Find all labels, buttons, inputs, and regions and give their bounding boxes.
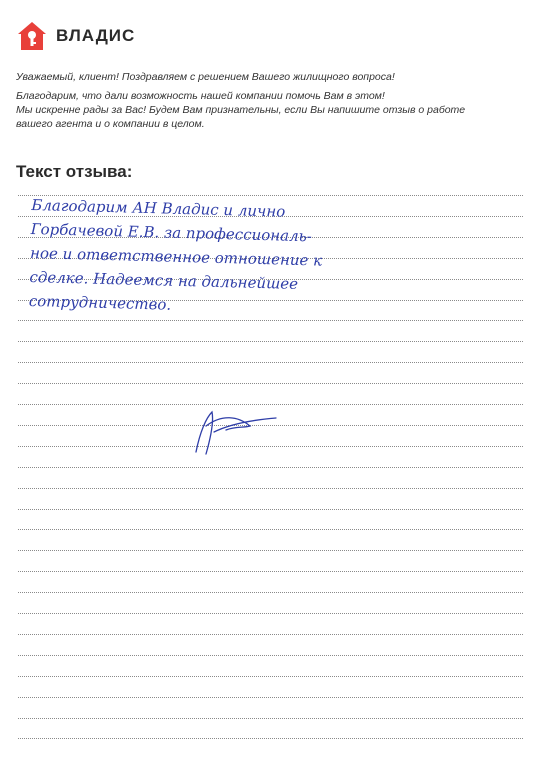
ruled-line [18, 634, 523, 635]
intro-line-3: Мы искренне рады за Вас! Будем Вам признательны, если Вы напишите отзыв о работе [16, 104, 466, 116]
ruled-line [18, 676, 523, 677]
ruled-line [18, 655, 523, 656]
ruled-line [18, 279, 523, 280]
intro-text [16, 70, 516, 131]
ruled-line [18, 509, 523, 510]
intro-line-1: Уважаемый, клиент! Поздравляем с решением Вашего жилищного вопроса! [16, 71, 395, 83]
ruled-line [18, 258, 523, 259]
ruled-line [18, 300, 523, 301]
ruled-line [18, 550, 523, 551]
handwritten-line-3: ное и ответственное отношение к [29, 243, 323, 270]
intro-line-2: Благодарим, что дали возможность нашей компании помочь Вам в этом! [16, 90, 385, 102]
ruled-line [18, 446, 523, 447]
ruled-line [18, 571, 523, 572]
handwritten-line-1: Благодарим АН Владис и лично [31, 195, 286, 221]
ruled-line [18, 697, 523, 698]
brand-name: ВЛАДИС [56, 26, 136, 45]
ruled-line [18, 467, 523, 468]
ruled-line [18, 320, 523, 321]
ruled-line [18, 592, 523, 593]
ruled-line [18, 425, 523, 426]
intro-line-4: вашего агента и о компании в целом. [16, 118, 205, 130]
ruled-line [18, 341, 523, 342]
ruled-line [18, 404, 523, 405]
ruled-line [18, 216, 523, 217]
ruled-line [18, 718, 523, 719]
header [16, 20, 135, 52]
house-key-icon [16, 20, 48, 52]
ruled-line [18, 237, 523, 238]
ruled-line [18, 383, 523, 384]
ruled-line [18, 195, 523, 196]
ruled-line [18, 738, 523, 739]
ruled-line [18, 529, 523, 530]
handwritten-line-2: Горбачевой Е.В. за профессиональ- [30, 219, 313, 246]
ruled-lines [18, 195, 523, 755]
ruled-line [18, 613, 523, 614]
review-title: Текст отзыва: [16, 162, 133, 181]
handwritten-line-4: сделке. Надеемся на дальнейшее [29, 267, 299, 294]
ruled-line [18, 362, 523, 363]
ruled-line [18, 488, 523, 489]
handwritten-line-5: сотрудничество. [28, 291, 172, 314]
